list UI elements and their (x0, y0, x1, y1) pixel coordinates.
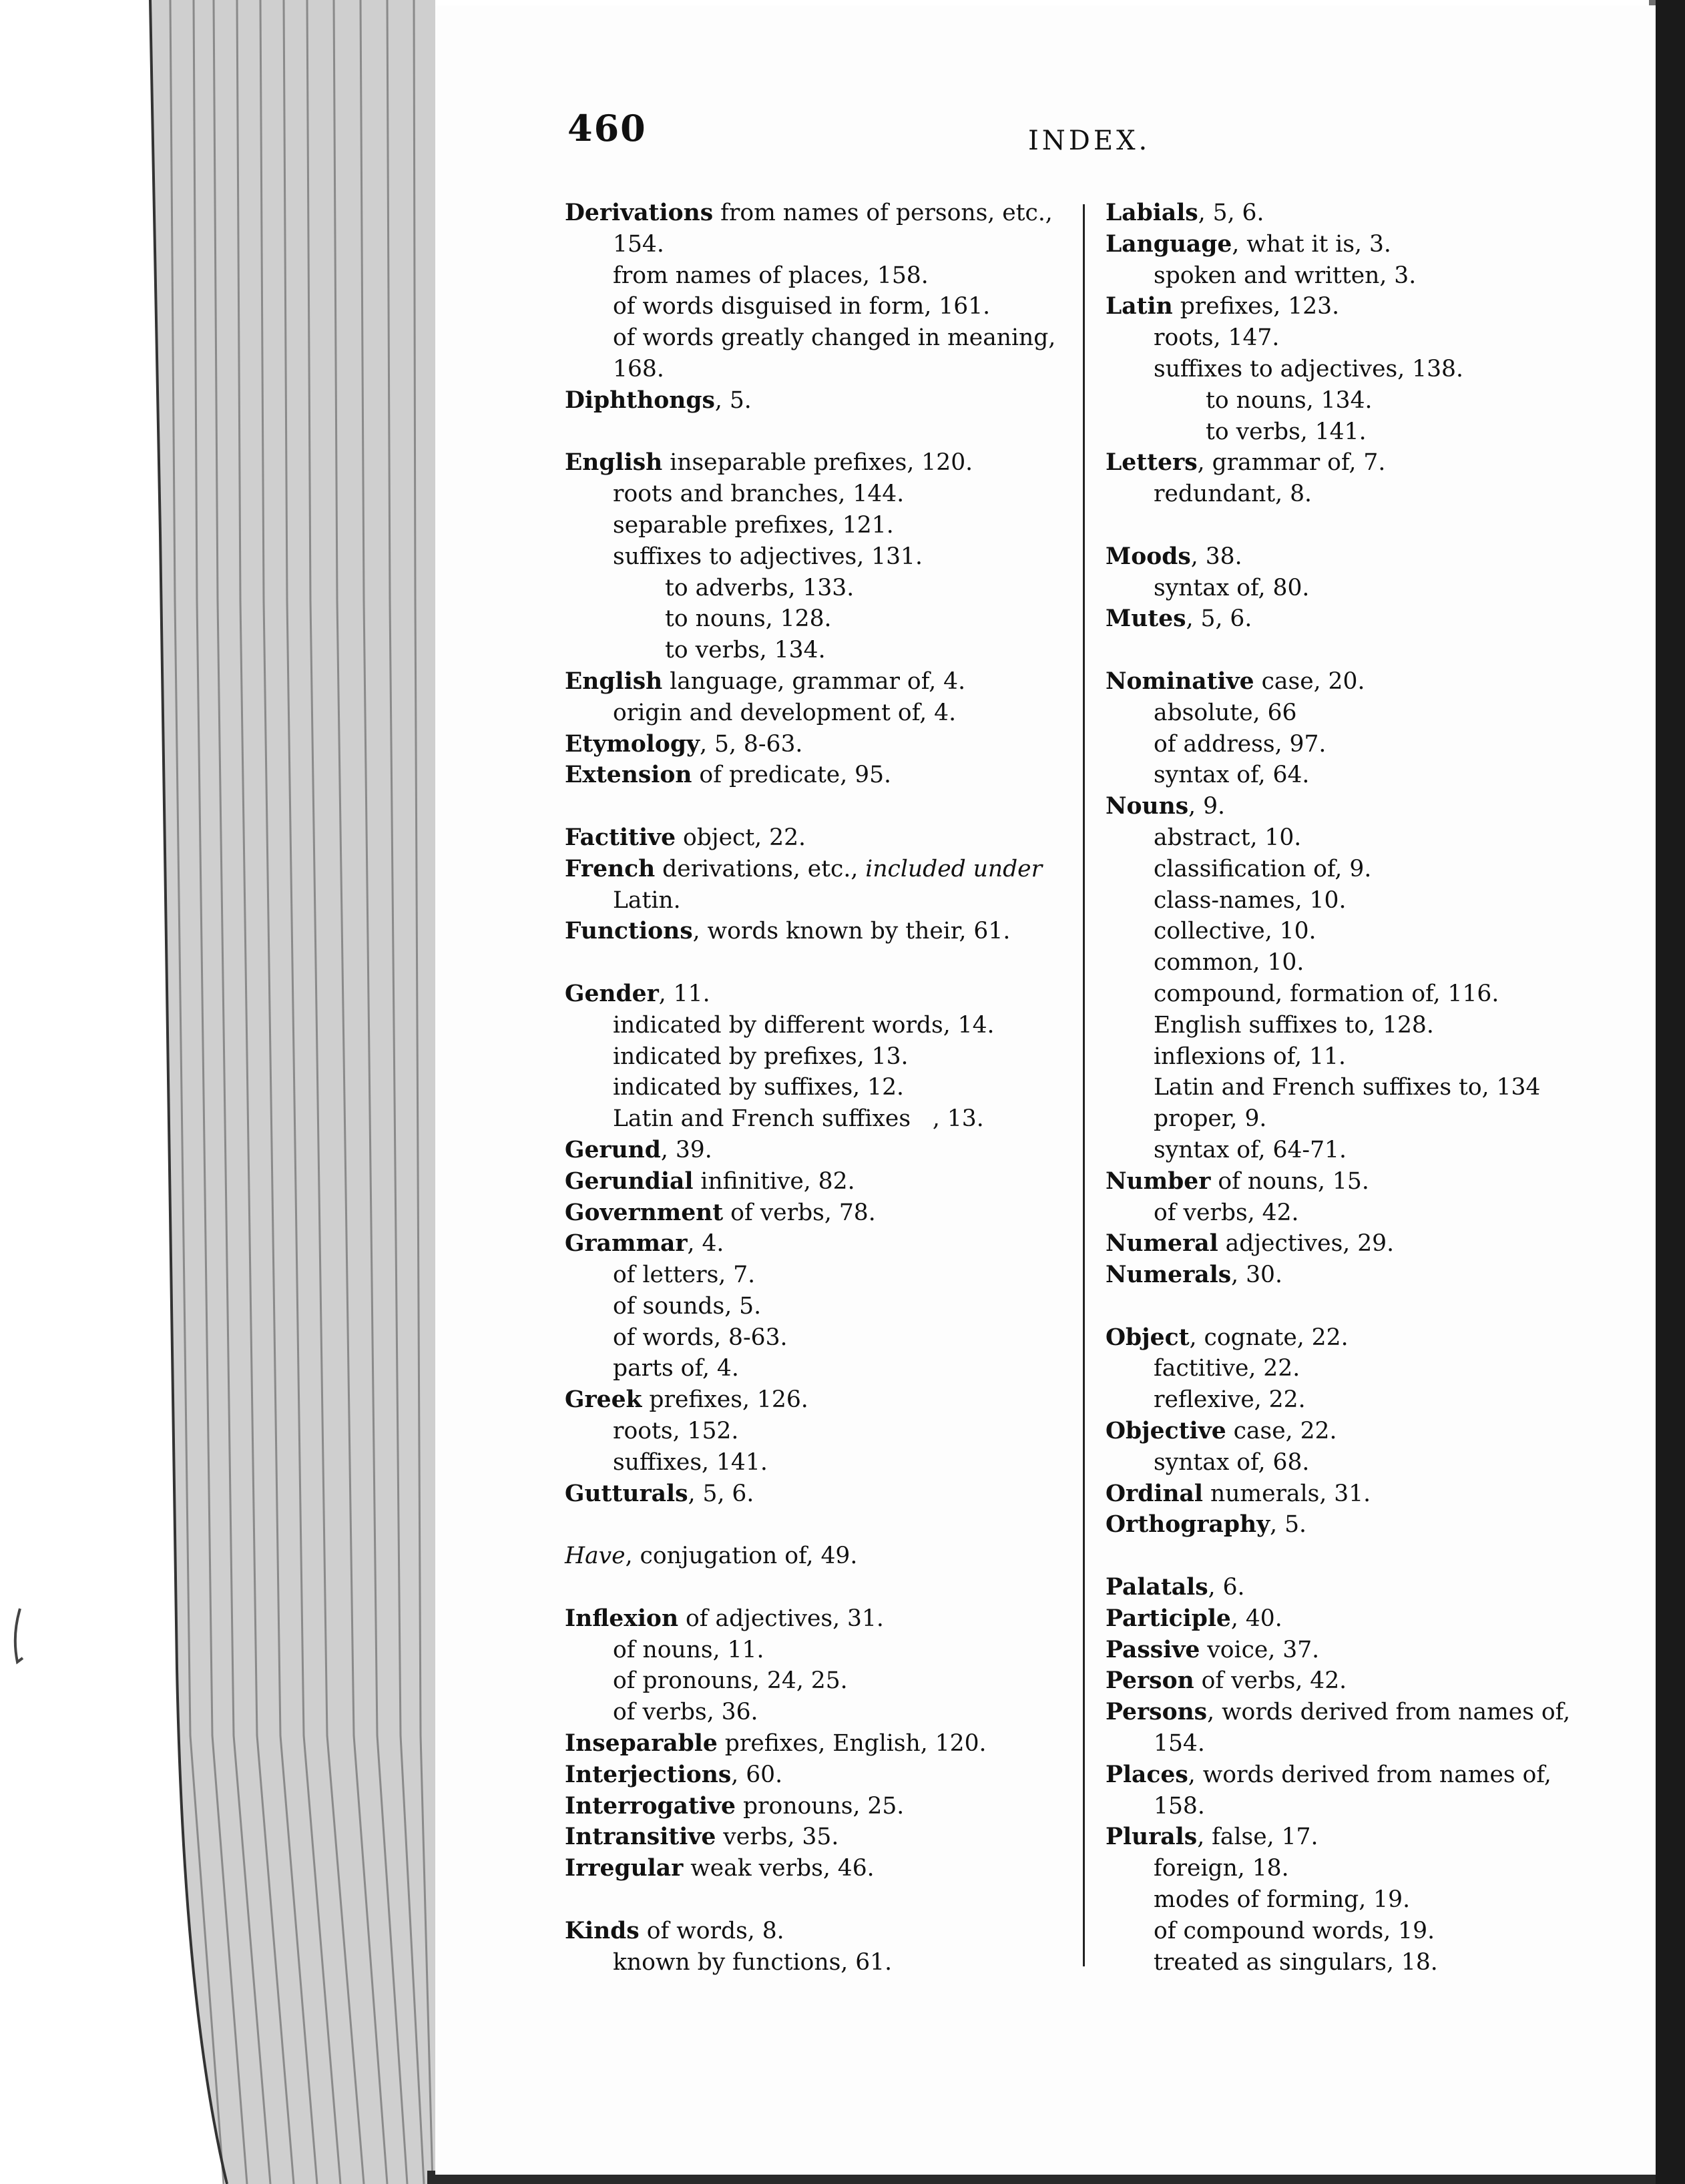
index-entry (565, 916, 1072, 947)
entry-gap (565, 1572, 1072, 1603)
index-text: suffixes to adjectives, 138. (1154, 355, 1463, 382)
index-text: syntax of, 80. (1154, 574, 1310, 601)
index-text: , conjugation of, 49. (625, 1543, 858, 1570)
index-text: case, 22. (1226, 1418, 1337, 1445)
index-subentry (565, 603, 1072, 635)
index-text: prefixes, 126. (642, 1386, 808, 1414)
index-entry (1106, 447, 1620, 479)
index-subentry (1106, 698, 1620, 729)
index-subentry (1106, 573, 1620, 604)
index-text: of sounds, 5. (613, 1292, 762, 1320)
index-text: adjectives, 29. (1218, 1230, 1395, 1258)
index-text: roots, 152. (613, 1418, 739, 1445)
page-title: INDEX. (1028, 125, 1151, 156)
index-subentry (1106, 260, 1620, 292)
index-text: , what it is, 3. (1232, 230, 1391, 258)
index-keyword: Inseparable (565, 1730, 718, 1757)
entry-gap (1106, 635, 1620, 666)
index-subentry (1106, 1916, 1620, 1947)
entry-gap (1106, 1541, 1620, 1572)
index-text: parts of, 4. (613, 1355, 739, 1382)
index-keyword: Inflexion (565, 1605, 679, 1632)
index-text: to verbs, 141. (1206, 418, 1367, 445)
index-entry (565, 1135, 1072, 1166)
index-keyword: English (565, 667, 663, 695)
index-subentry (1106, 854, 1620, 885)
index-text: redundant, 8. (1154, 481, 1312, 508)
index-keyword: Kinds (565, 1917, 640, 1944)
index-subentry (565, 354, 1072, 385)
index-subentry (565, 541, 1072, 573)
index-keyword: English (565, 449, 663, 477)
index-text: to nouns, 134. (1206, 386, 1373, 414)
index-keyword: Etymology (565, 730, 700, 758)
index-text: from names of places, 158. (613, 262, 929, 289)
index-text: to verbs, 134. (665, 637, 826, 664)
index-subentry (1106, 1947, 1620, 1978)
column-divider (1083, 204, 1085, 1966)
index-text: roots and branches, 144. (613, 481, 905, 508)
index-entry (1106, 1635, 1620, 1666)
index-entry (1106, 198, 1620, 229)
index-entry (1106, 1478, 1620, 1510)
index-text: pronouns, 25. (736, 1792, 905, 1820)
index-keyword: Government (565, 1199, 724, 1226)
index-subentry (1106, 1135, 1620, 1166)
index-text: , grammar of, 7. (1197, 449, 1386, 477)
index-keyword: Diphthongs (565, 386, 715, 414)
index-text: proper, 9. (1154, 1105, 1267, 1133)
index-subentry (565, 573, 1072, 604)
entry-gap (565, 791, 1072, 822)
index-subentry (565, 698, 1072, 729)
index-text: , false, 17. (1197, 1824, 1318, 1851)
index-entry (565, 1822, 1072, 1853)
index-text: , 9. (1188, 793, 1225, 820)
index-entry (565, 1728, 1072, 1759)
index-text: Latin and French suffixes to, 134 (1154, 1074, 1541, 1101)
index-text: voice, 37. (1200, 1636, 1320, 1663)
index-keyword: Interrogative (565, 1792, 736, 1820)
index-keyword: Palatals (1106, 1574, 1208, 1601)
index-text: to adverbs, 133. (665, 574, 855, 601)
index-subentry (565, 1103, 1072, 1135)
index-entry (1106, 666, 1620, 698)
index-keyword: Nominative (1106, 667, 1254, 695)
index-entry (565, 447, 1072, 479)
index-text: , 11. (658, 980, 710, 1007)
index-subentry (1106, 1853, 1620, 1884)
index-entry (565, 822, 1072, 854)
entry-gap (1106, 1291, 1620, 1322)
index-keyword: Grammar (565, 1230, 688, 1258)
index-text: of words greatly changed in meaning, (613, 324, 1056, 352)
index-text: common, 10. (1154, 949, 1304, 977)
index-text: , 5, 6. (1198, 200, 1264, 226)
entry-gap (565, 1509, 1072, 1541)
index-text: collective, 10. (1154, 918, 1316, 945)
index-text: compound, formation of, 116. (1154, 980, 1499, 1007)
index-text: foreign, 18. (1154, 1855, 1289, 1882)
index-entry (1106, 1603, 1620, 1635)
page-number: 460 (567, 107, 647, 150)
index-keyword: Gerund (565, 1136, 661, 1163)
index-text: , words derived from names of, (1207, 1699, 1571, 1726)
index-keyword: Objective (1106, 1418, 1226, 1445)
index-text: , 4. (687, 1230, 724, 1258)
index-text: , words known by their, 61. (692, 918, 1011, 945)
index-subentry (1106, 1041, 1620, 1073)
index-text: inseparable prefixes, 120. (662, 449, 973, 477)
index-entry (1106, 1228, 1620, 1260)
index-keyword: Numerals (1106, 1262, 1232, 1289)
index-entry (565, 760, 1072, 791)
index-keyword: Person (1106, 1667, 1194, 1695)
index-subentry (1106, 1791, 1620, 1822)
index-entry (1106, 1509, 1620, 1541)
index-entry (565, 1853, 1072, 1884)
index-text: 154. (613, 230, 664, 258)
index-entry (1106, 791, 1620, 822)
index-entry (565, 1384, 1072, 1416)
index-text: , 40. (1230, 1605, 1282, 1632)
index-text: Latin. (613, 886, 681, 914)
index-entry (1106, 1697, 1620, 1728)
index-text: syntax of, 68. (1154, 1448, 1310, 1476)
index-text: case, 20. (1254, 667, 1365, 695)
index-subentry (1106, 1072, 1620, 1103)
index-text: , 30. (1231, 1262, 1282, 1289)
index-text: , words derived from names of, (1188, 1761, 1551, 1788)
index-entry (1106, 229, 1620, 260)
index-text: of verbs, 36. (613, 1699, 758, 1726)
index-entry (565, 979, 1072, 1010)
index-text: numerals, 31. (1203, 1480, 1371, 1507)
index-entry (565, 1603, 1072, 1635)
index-keyword: Labials (1106, 200, 1198, 226)
index-text: language, grammar of, 4. (662, 667, 966, 695)
index-text: 158. (1154, 1792, 1205, 1820)
index-text: of verbs, 78. (723, 1199, 876, 1226)
index-keyword: Places (1106, 1761, 1188, 1788)
index-text: Latin and French suffixes , 13. (613, 1105, 984, 1133)
index-entry (1106, 1322, 1620, 1354)
index-subentry (1106, 1197, 1620, 1229)
index-right-column (1106, 198, 1620, 1978)
index-text: class-names, 10. (1154, 886, 1347, 914)
index-text: , 6. (1208, 1574, 1245, 1601)
index-text: , cognate, 22. (1189, 1324, 1349, 1351)
entry-gap (565, 947, 1072, 979)
index-text: of letters, 7. (613, 1262, 756, 1289)
index-subentry (565, 479, 1072, 510)
index-subentry (565, 1322, 1072, 1354)
index-entry (565, 1478, 1072, 1510)
index-entry (565, 198, 1072, 229)
index-entry (565, 385, 1072, 417)
index-text: of adjectives, 31. (678, 1605, 884, 1632)
index-subentry (565, 635, 1072, 666)
index-entry (1106, 1572, 1620, 1603)
index-subentry (1106, 417, 1620, 448)
index-entry (1106, 603, 1620, 635)
index-subentry (1106, 1728, 1620, 1759)
index-keyword: Language (1106, 230, 1232, 258)
index-keyword: Latin (1106, 293, 1173, 320)
index-subentry (1106, 979, 1620, 1010)
index-text: , 38. (1190, 543, 1242, 570)
index-text: of compound words, 19. (1154, 1917, 1435, 1944)
index-subentry (1106, 385, 1620, 417)
index-subentry (565, 885, 1072, 916)
index-keyword: Extension (565, 762, 692, 789)
index-keyword: Passive (1106, 1636, 1200, 1663)
index-text: English suffixes to, 128. (1154, 1011, 1434, 1039)
index-text: modes of forming, 19. (1154, 1886, 1411, 1914)
index-keyword: Functions (565, 918, 693, 945)
index-text: suffixes to adjectives, 131. (613, 543, 923, 570)
index-entry (1106, 1260, 1620, 1291)
index-subentry (565, 1041, 1072, 1073)
index-subentry (1106, 1103, 1620, 1135)
index-text: separable prefixes, 121. (613, 511, 894, 539)
index-entry (565, 1228, 1072, 1260)
index-text: absolute, 66 (1154, 699, 1297, 726)
index-text: syntax of, 64. (1154, 762, 1310, 789)
index-subentry (1106, 729, 1620, 760)
index-subentry (565, 1947, 1072, 1978)
index-entry (565, 666, 1072, 698)
index-keyword: Persons (1106, 1699, 1208, 1726)
index-subentry (565, 1416, 1072, 1447)
index-subentry (565, 1260, 1072, 1291)
index-subentry (565, 229, 1072, 260)
index-keyword: Gerundial (565, 1167, 694, 1195)
index-keyword: Object (1106, 1324, 1190, 1351)
index-subentry (565, 322, 1072, 354)
index-keyword: Number (1106, 1167, 1211, 1195)
index-entry (1106, 1759, 1620, 1791)
index-subentry (565, 1072, 1072, 1103)
index-text: , 5. (1270, 1511, 1307, 1539)
index-keyword: Moods (1106, 543, 1191, 570)
index-subentry (1106, 760, 1620, 791)
index-text: of verbs, 42. (1194, 1667, 1347, 1695)
index-text: indicated by prefixes, 13. (613, 1043, 909, 1070)
index-entry (565, 1759, 1072, 1791)
index-subentry (565, 291, 1072, 322)
index-keyword: Ordinal (1106, 1480, 1204, 1507)
index-keyword: Derivations (565, 200, 714, 226)
index-entry (1106, 1665, 1620, 1697)
index-text: , 5, 6. (1186, 605, 1252, 633)
index-text: prefixes, 123. (1172, 293, 1340, 320)
index-entry (565, 729, 1072, 760)
index-text: , 5. (714, 386, 752, 414)
index-keyword: Mutes (1106, 605, 1186, 633)
index-text: weak verbs, 46. (683, 1855, 875, 1882)
index-subentry (1106, 1353, 1620, 1384)
index-subentry (1106, 479, 1620, 510)
index-text: classification of, 9. (1154, 855, 1372, 882)
index-entry (1106, 291, 1620, 322)
index-subentry (1106, 1447, 1620, 1478)
index-text: of words, 8-63. (613, 1324, 788, 1351)
index-subentry (1106, 885, 1620, 916)
index-text: of nouns, 11. (613, 1636, 764, 1663)
index-subentry (1106, 916, 1620, 947)
index-keyword: Numeral (1106, 1230, 1218, 1258)
index-text: reflexive, 22. (1154, 1386, 1306, 1414)
index-subentry (565, 1447, 1072, 1478)
index-text: origin and development of, 4. (613, 699, 957, 726)
index-text: abstract, 10. (1154, 824, 1302, 851)
index-text: known by functions, 61. (613, 1948, 893, 1976)
index-text: treated as singulars, 18. (1154, 1948, 1438, 1976)
index-text: of words, 8. (639, 1917, 784, 1944)
index-subentry (565, 260, 1072, 292)
index-keyword: Gutturals (565, 1480, 688, 1507)
index-text: to nouns, 128. (665, 605, 832, 633)
index-keyword: Greek (565, 1386, 642, 1414)
index-text: , 5, 6. (688, 1480, 754, 1507)
index-entry (565, 854, 1072, 885)
index-keyword: Intransitive (565, 1824, 716, 1851)
index-italic-text: included under (865, 855, 1043, 882)
index-subentry (1106, 1884, 1620, 1916)
index-text: verbs, 35. (716, 1824, 839, 1851)
index-subentry (565, 1635, 1072, 1666)
index-subentry (1106, 1010, 1620, 1041)
index-entry (565, 1916, 1072, 1947)
index-text: indicated by suffixes, 12. (613, 1074, 904, 1101)
index-text: derivations, etc., (655, 855, 866, 882)
index-entry (565, 1197, 1072, 1229)
index-subentry (565, 1697, 1072, 1728)
index-entry (565, 1541, 1072, 1572)
index-subentry (1106, 322, 1620, 354)
index-text: 168. (613, 355, 664, 382)
index-text: syntax of, 64-71. (1154, 1136, 1347, 1163)
index-subentry (1106, 822, 1620, 854)
index-keyword: Factitive (565, 824, 676, 851)
index-entry (1106, 1822, 1620, 1853)
index-text: , 60. (731, 1761, 783, 1788)
index-text: of verbs, 42. (1154, 1199, 1299, 1226)
index-text: prefixes, English, 120. (717, 1730, 987, 1757)
index-text: suffixes, 141. (613, 1448, 768, 1476)
index-keyword: Irregular (565, 1855, 684, 1882)
index-subentry (565, 1291, 1072, 1322)
index-text: of nouns, 15. (1210, 1167, 1369, 1195)
index-text: spoken and written, 3. (1154, 262, 1417, 289)
index-text: , 39. (660, 1136, 712, 1163)
index-entry (1106, 1416, 1620, 1447)
index-text: of address, 97. (1154, 730, 1327, 758)
index-subentry (565, 1665, 1072, 1697)
index-subentry (565, 510, 1072, 541)
index-text: , 5, 8-63. (700, 730, 803, 758)
index-text: object, 22. (676, 824, 806, 851)
index-keyword: Interjections (565, 1761, 732, 1788)
index-text: roots, 147. (1154, 324, 1280, 352)
index-italic-keyword: Have (565, 1543, 626, 1570)
index-keyword: Participle (1106, 1605, 1231, 1632)
index-entry (565, 1166, 1072, 1197)
entry-gap (565, 417, 1072, 448)
index-text: indicated by different words, 14. (613, 1011, 995, 1039)
index-keyword: Plurals (1106, 1824, 1198, 1851)
index-keyword: French (565, 855, 656, 882)
index-subentry (565, 1353, 1072, 1384)
index-left-column (565, 198, 1072, 1978)
index-subentry (1106, 1384, 1620, 1416)
index-subentry (1106, 947, 1620, 979)
index-keyword: Nouns (1106, 793, 1189, 820)
index-text: of pronouns, 24, 25. (613, 1667, 848, 1695)
index-text: from names of persons, etc., (713, 200, 1053, 226)
index-text: of words disguised in form, 161. (613, 293, 991, 320)
entry-gap (565, 1884, 1072, 1916)
index-keyword: Letters (1106, 449, 1198, 477)
index-subentry (1106, 354, 1620, 385)
index-text: infinitive, 82. (693, 1167, 855, 1195)
index-entry (1106, 1166, 1620, 1197)
entry-gap (1106, 510, 1620, 541)
index-text: inflexions of, 11. (1154, 1043, 1346, 1070)
index-entry (565, 1791, 1072, 1822)
index-text: factitive, 22. (1154, 1355, 1300, 1382)
index-entry (1106, 541, 1620, 573)
index-keyword: Orthography (1106, 1511, 1270, 1539)
index-text: 154. (1154, 1730, 1205, 1757)
index-subentry (565, 1010, 1072, 1041)
index-keyword: Gender (565, 980, 659, 1007)
index-text: of predicate, 95. (692, 762, 892, 789)
